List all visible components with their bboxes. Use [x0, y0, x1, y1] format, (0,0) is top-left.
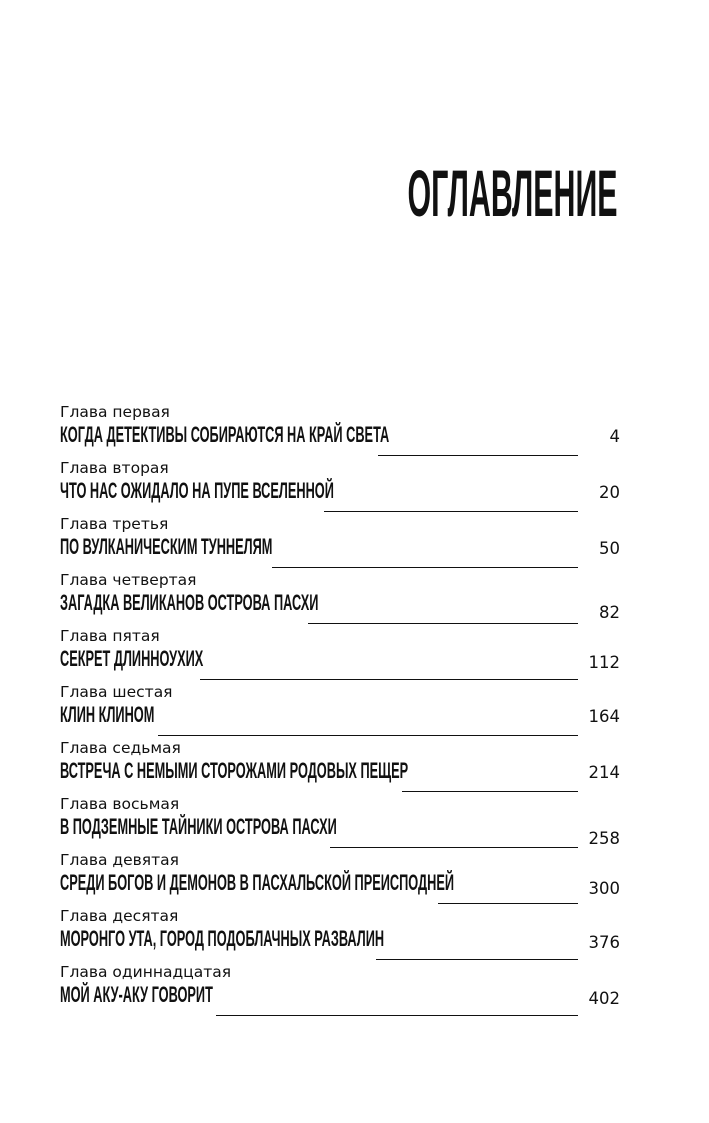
chapter-title: ЧТО НАС ОЖИДАЛО НА ПУПЕ ВСЕЛЕННОЙ: [60, 478, 334, 503]
chapter-label: Глава девятая: [60, 851, 179, 869]
page-number: 82: [599, 603, 620, 622]
chapter-title: СРЕДИ БОГОВ И ДЕМОНОВ В ПАСХАЛЬСКОЙ ПРЕИСПОДНЕЙ: [60, 870, 455, 895]
chapter-label: Глава четвертая: [60, 571, 197, 589]
toc-entry: [60, 627, 620, 683]
leader-rule: [200, 679, 578, 680]
page-number: 214: [588, 763, 620, 782]
leader-rule: [378, 455, 578, 456]
chapter-title: В ПОДЗЕМНЫЕ ТАЙНИКИ ОСТРОВА ПАСХИ: [60, 814, 337, 839]
leader-rule: [330, 847, 578, 848]
page-number: 258: [588, 829, 620, 848]
chapter-label: Глава пятая: [60, 627, 160, 645]
toc-entry: [60, 739, 620, 795]
leader-rule: [324, 511, 578, 512]
chapter-title: ПО ВУЛКАНИЧЕСКИМ ТУННЕЛЯМ: [60, 534, 273, 559]
page-number: 50: [599, 539, 620, 558]
chapter-label: Глава первая: [60, 403, 170, 421]
toc-entry: [60, 571, 620, 627]
chapter-label: Глава восьмая: [60, 795, 180, 813]
chapter-label: Глава седьмая: [60, 739, 181, 757]
toc-entry: [60, 683, 620, 739]
chapter-title: ВСТРЕЧА С НЕМЫМИ СТОРОЖАМИ РОДОВЫХ ПЕЩЕР: [60, 758, 409, 783]
page-number: 20: [599, 483, 620, 502]
toc-entry: [60, 963, 620, 1019]
chapter-label: Глава вторая: [60, 459, 169, 477]
leader-rule: [272, 567, 578, 568]
page-number: 112: [588, 653, 620, 672]
page-number: 300: [588, 879, 620, 898]
page-title: ОГЛАВЛЕНИЕ: [407, 156, 618, 230]
toc-entry: [60, 907, 620, 963]
leader-rule: [376, 959, 578, 960]
chapter-title: МОРОНГО УТА, ГОРОД ПОДОБЛАЧНЫХ РАЗВАЛИН: [60, 926, 385, 951]
chapter-title: КОГДА ДЕТЕКТИВЫ СОБИРАЮТСЯ НА КРАЙ СВЕТА: [60, 422, 390, 447]
page-number: 376: [588, 933, 620, 952]
chapter-label: Глава десятая: [60, 907, 179, 925]
chapter-label: Глава третья: [60, 515, 169, 533]
leader-rule: [308, 623, 578, 624]
chapter-title: МОЙ АКУ-АКУ ГОВОРИТ: [60, 982, 213, 1007]
toc-entry: [60, 459, 620, 515]
page-number: 402: [588, 989, 620, 1008]
leader-rule: [158, 735, 578, 736]
leader-rule: [216, 1015, 578, 1016]
toc-entry: [60, 795, 620, 851]
chapter-label: Глава одиннадцатая: [60, 963, 232, 981]
chapter-title: ЗАГАДКА ВЕЛИКАНОВ ОСТРОВА ПАСХИ: [60, 590, 319, 615]
chapter-label: Глава шестая: [60, 683, 173, 701]
chapter-title: КЛИН КЛИНОМ: [60, 702, 155, 727]
toc-entry: [60, 515, 620, 571]
toc-entry: [60, 403, 620, 459]
leader-rule: [402, 791, 578, 792]
toc-entry: [60, 851, 620, 907]
page-number: 164: [588, 707, 620, 726]
chapter-title: СЕКРЕТ ДЛИННОУХИХ: [60, 646, 204, 671]
leader-rule: [438, 903, 578, 904]
page-number: 4: [609, 427, 620, 446]
